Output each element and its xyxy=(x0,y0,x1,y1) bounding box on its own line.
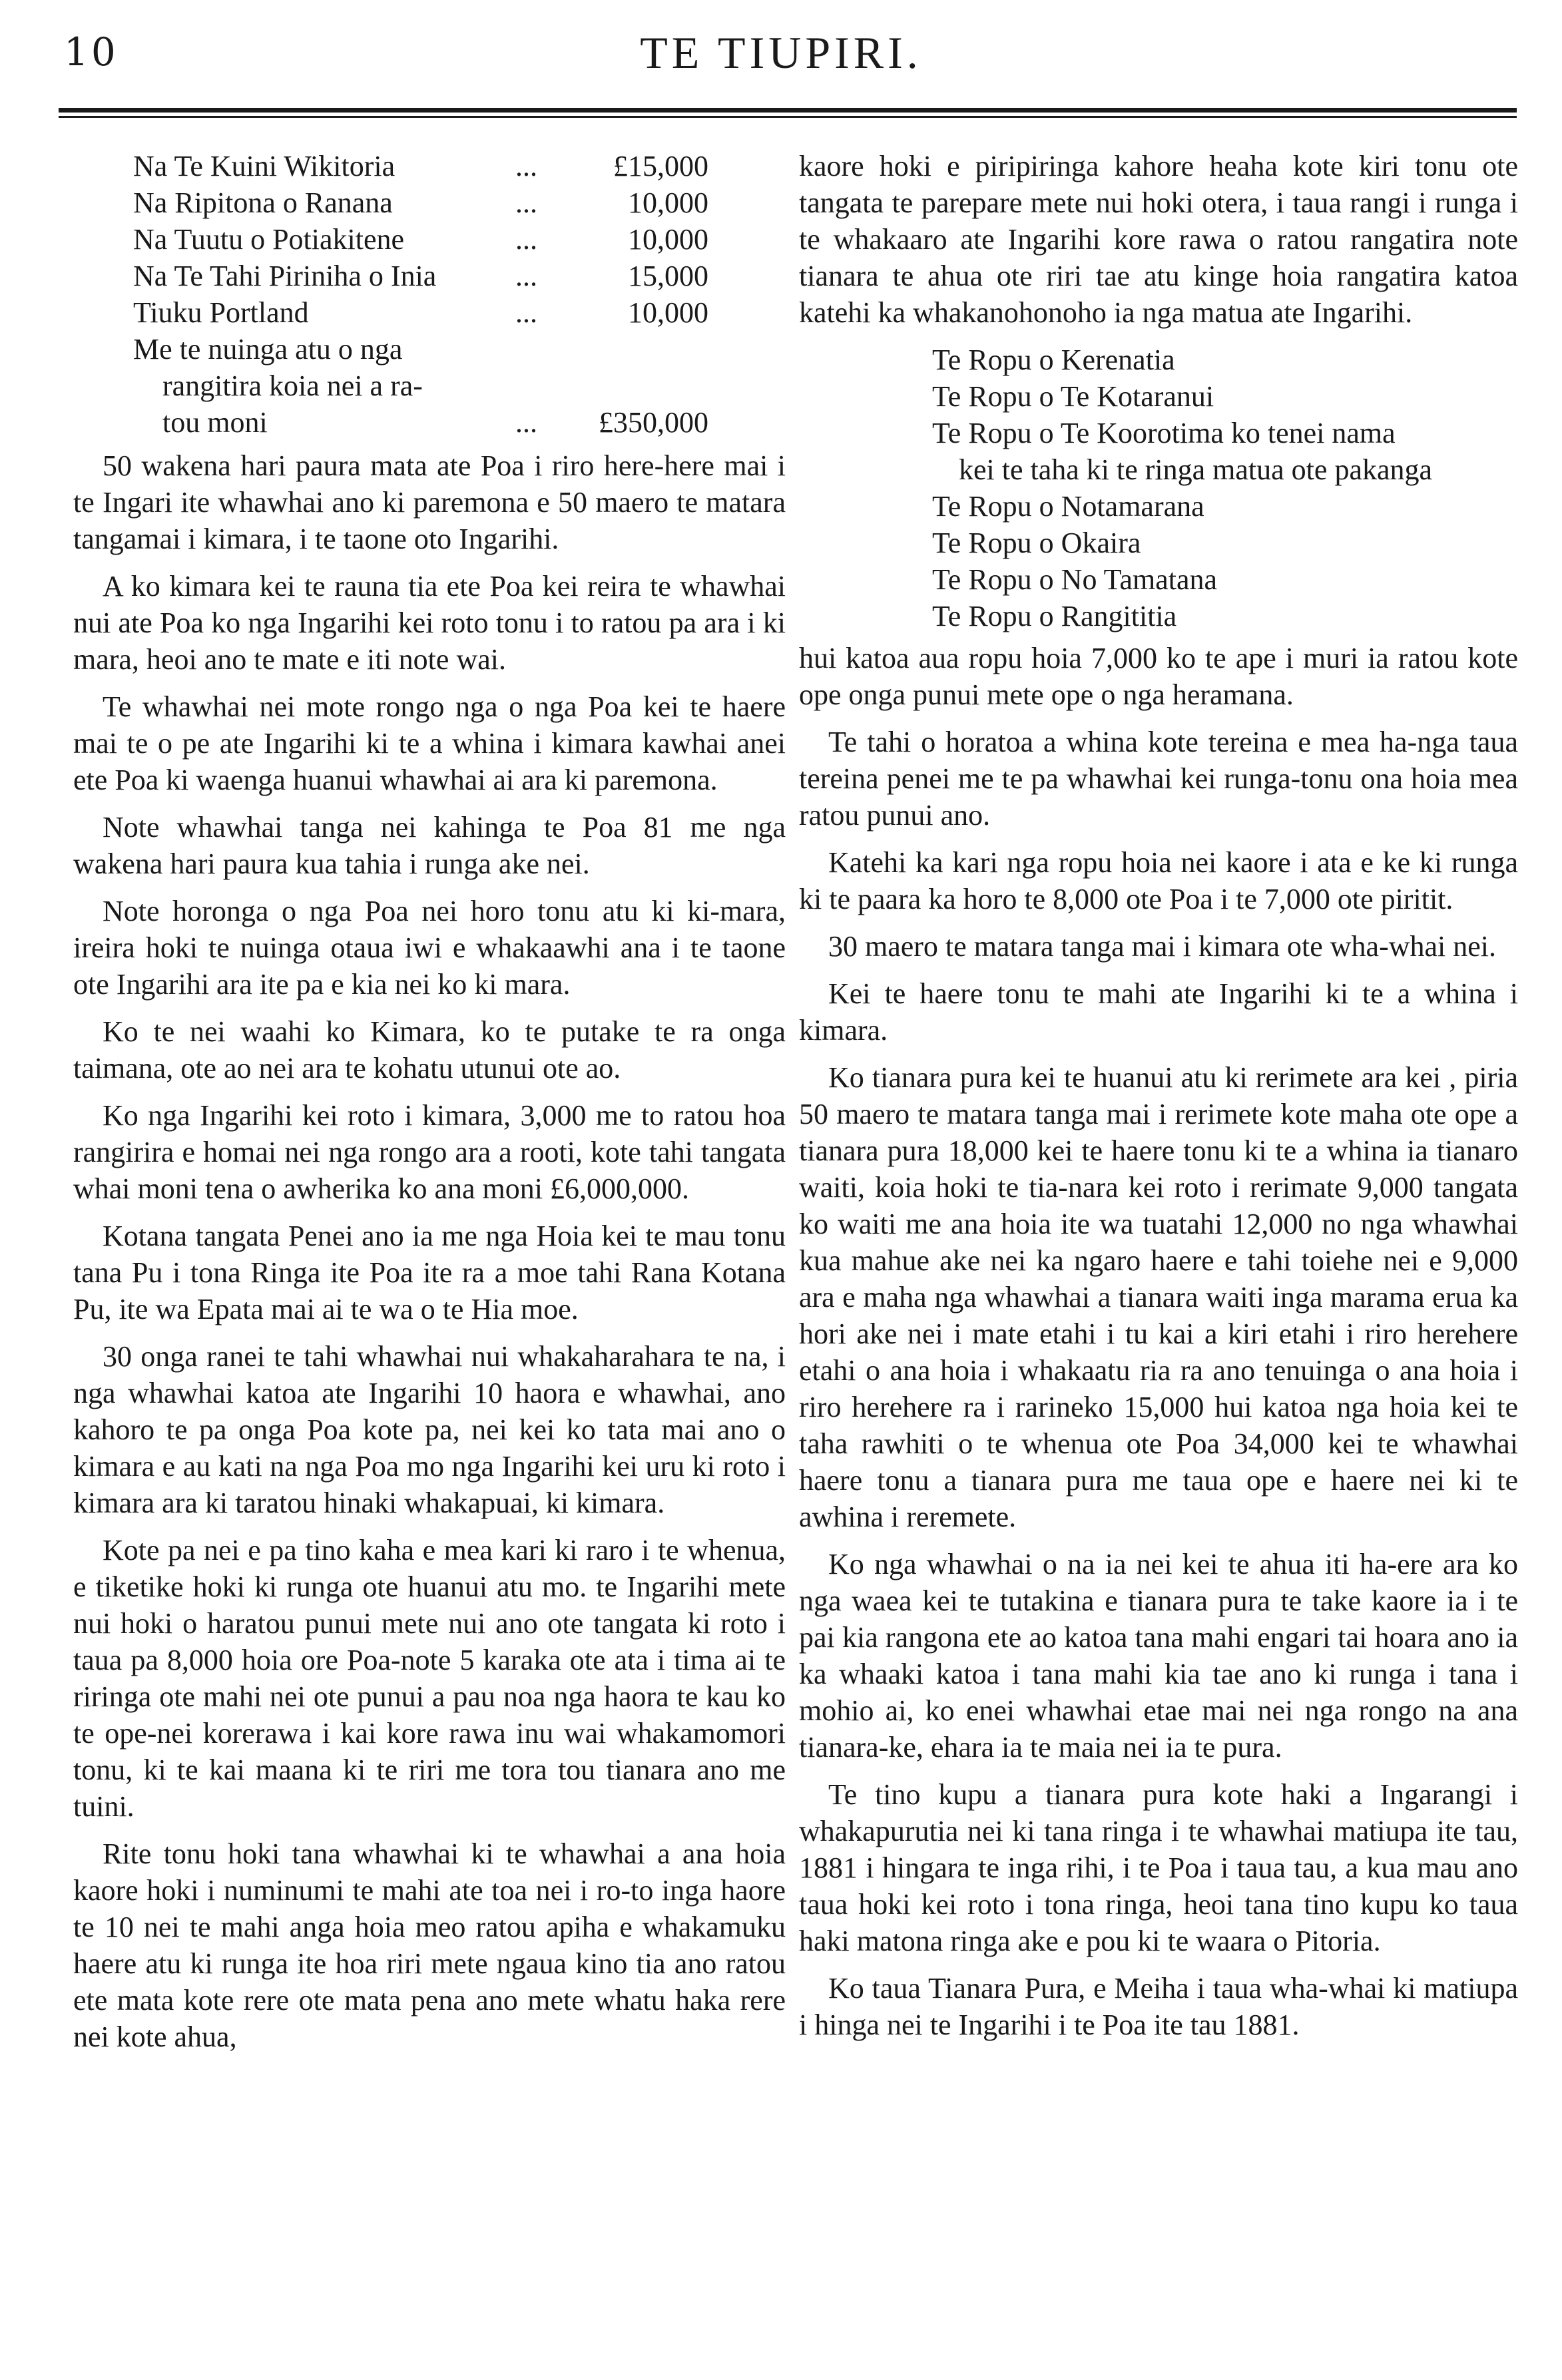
regiment-list xyxy=(799,342,1518,634)
paragraph: Note whawhai tanga nei kahinga te Poa 81 me nga wakena hari paura kua tahia i runga ake nei. xyxy=(73,811,786,880)
paragraph: Kei te haere tonu te mahi ate Ingarihi ki te a whina i kimara. xyxy=(799,977,1518,1047)
table-row: Na Te Tahi Piriniha o Inia ... 15,000 xyxy=(133,260,708,292)
paragraph: 30 onga ranei te tahi whawhai nui whakaharahara te na, i nga whawhai katoa ate Ingarihi 10 haora e whawhai, ano kahoro te pa onga Poa kote pa, nei kei ko tata mai ano o kimara e au kati na nga Poa mo nga Ingarihi kei uru ki roto i kimara ara ki taratou hinaki whakapuai, ki kimara. xyxy=(73,1340,786,1519)
list-item: Te Ropu o Okaira xyxy=(932,527,1141,559)
left-column xyxy=(73,148,786,2066)
paragraph: Kotana tangata Penei ano ia me nga Hoia kei te mau tonu tana Pu i tona Ringa ite Poa ite ra a moe tahi Rana Kotana Pu, ite wa Epata mai ai te wa o te Hia moe. xyxy=(73,1220,786,1325)
table-row: Tiuku Portland ... 10,000 xyxy=(133,296,708,329)
paragraph: Katehi ka kari nga ropu hoia nei kaore i ata e ke ki runga ki te paara ka horo te 8,000 ote Poa i te 7,000 ote piritit. xyxy=(799,846,1518,915)
paragraph: hui katoa aua ropu hoia 7,000 ko te ape i muri ia ratou kote ope onga punui mete ope o nga heramana. xyxy=(799,642,1518,711)
header-rule-thin xyxy=(59,116,1517,118)
paragraph: Ko nga Ingarihi kei roto i kimara, 3,000 me to ratou hoa rangirira e homai nei nga rongo ara a rooti, kote tahi tangata whai moni tena o awherika ko ana moni £6,000,000. xyxy=(73,1099,786,1205)
list-item: Te Ropu o No Tamatana xyxy=(932,563,1218,596)
header-rule-thick xyxy=(59,108,1517,113)
paragraph: Te tahi o horatoa a whina kote tereina e mea ha-nga taua tereina penei me te pa whawhai kei runga-tonu ona hoia mea ratou punui ano. xyxy=(799,726,1518,832)
table-row: Na Ripitona o Ranana ... 10,000 xyxy=(133,186,708,219)
paragraph: Te whawhai nei mote rongo nga o nga Poa kei te haere mai te o pe ate Ingarihi ki te a whina i kimara kawhai anei ete Poa ki waenga huanui whawhai ai ara ki paremona. xyxy=(73,690,786,796)
list-item: Te Ropu o Notamarana xyxy=(932,490,1204,523)
table-row: Na Tuutu o Potiakitene ... 10,000 xyxy=(133,223,708,256)
paragraph: Ko taua Tianara Pura, e Meiha i taua wha-whai ki matiupa i hinga nei te Ingarihi i te Poa ite tau 1881. xyxy=(799,1972,1518,2041)
list-item: Te Ropu o Rangititia xyxy=(932,600,1177,632)
page-header xyxy=(0,0,1562,100)
page-title: TE TIUPIRI. xyxy=(640,27,922,78)
paragraph: 50 wakena hari paura mata ate Poa i riro here-here mai i te Ingari ite whawhai ano ki paremona e 50 maero te matara tangamai i kimara, i te taone oto Ingarihi. xyxy=(73,449,786,555)
paragraph-continued: kaore hoki e piripiringa kahore heaha kote kiri tonu ote tangata te parepare mete nui hoki otera, i taua rangi i runga i te whakaaro ate Ingarihi kore rawa o ratou rangatira note tianara te ahua ote riri tae atu kinge hoia rangatira katoa katehi ka whakanohonoho ia nga matua ate Ingarihi. xyxy=(799,150,1518,329)
table-row: rangitira koia nei a ra- xyxy=(162,369,423,402)
paragraph: Ko nga whawhai o na ia nei kei te ahua iti ha-ere ara ko nga waea kei te tutakina e tianara pura te take kaore ia i te pai kia rangona ete ao katoa tana mahi engari tai hoara ano ia ka whaaki katoa i tana mahi kia tae ano ki runga i tana i mohio ai, ko enei whawhai etae mai nei nga rongo na ana tianara-ke, ehara ia te maia nei ia te pura. xyxy=(799,1548,1518,1764)
paragraph: Kote pa nei e pa tino kaha e mea kari ki raro i te whenua, e tiketike hoki ki runga ote huanui atu mo. te Ingarihi mete nui hoki o haratou punui mete nui ano ote tangata ki roto i taua pa 8,000 hoia ore Poa-note 5 karaka ote ata i tima ai te riringa ote mahi nei ote punui a pau noa nga haora te kau ko te ope-nei korerawa i kai kore rawa inu wai whakamomori tonu, ki te kai maana ki te riri me tora tou tianara ano me tuini. xyxy=(73,1534,786,1823)
paragraph: Ko te nei waahi ko Kimara, ko te putake te ra onga taimana, ote ao nei ara te kohatu utunui ote ao. xyxy=(73,1015,786,1084)
right-column xyxy=(799,148,1518,2054)
table-row: Me te nuinga atu o nga xyxy=(133,333,403,365)
paragraph: Note horonga o nga Poa nei horo tonu atu ki ki-mara, ireira hoki te nuinga otaua iwi e whakaawhi ana i te taone ote Ingarihi ara ite pa e kia nei ko ki mara. xyxy=(73,895,786,1001)
table-row: Na Te Kuini Wikitoria ... £15,000 xyxy=(133,150,708,182)
table-row-total: tou moni ... £350,000 xyxy=(162,406,708,439)
paragraph: 30 maero te matara tanga mai i kimara ote wha-whai nei. xyxy=(828,930,1497,963)
list-item: kei te taha ki te ringa matua ote pakanga xyxy=(959,453,1433,486)
list-item: Te Ropu o Te Kotaranui xyxy=(932,380,1214,413)
paragraph: A ko kimara kei te rauna tia ete Poa kei reira te whawhai nui ate Poa ko nga Ingarihi kei roto tonu i to ratou pa ara i ki mara, heoi ano te mate e iti note wai. xyxy=(73,570,786,676)
paragraph: Te tino kupu a tianara pura kote haki a Ingarangi i whakapurutia nei ki tana ringa i te whawhai matiupa ite tau, 1881 i hingara te inga rihi, i te Poa i taua tau, a kua mau ano taua hoki kei roto i tona ringa, heoi tana tino kupu ko taua haki matona ringa ake e pou ki te waara o Pitoria. xyxy=(799,1778,1518,1957)
donation-table xyxy=(133,148,708,441)
page-number: 10 xyxy=(64,29,119,75)
paragraph: Ko tianara pura kei te huanui atu ki rerimete ara kei , piria 50 maero te matara tanga mai i rerimete kote maha ote ope a tianara pura 18,000 kei te haere tonu ki te a whina ia tianaro waiti, koia hoki te tia-nara kei roto i rerimate 9,000 tangata ko waiti me ana hoia ite wa tuatahi 12,000 no nga whawhai kua mahue ake nei ka ngaro haere e tahi toiehe nei e 9,000 ara e maha nga whawhai a tianara waiti inga marama erua ka hori ake nei i mate etahi i tu kai a kiri etahi i riro herehere etahi o ana hoia i whakaatu ria ra ano tenuinga o ana hoia i riro herehere ra i rarineko 15,000 hui katoa nga hoia kei te taha rawhiti o te whenua ote Poa 34,000 kei te whawhai haere tonu a tianara pura me taua ope e haere nei ki te awhina i reremete. xyxy=(799,1061,1518,1533)
list-item: Te Ropu o Te Koorotima ko tenei nama xyxy=(932,417,1396,449)
list-item: Te Ropu o Kerenatia xyxy=(932,344,1175,376)
paragraph: Rite tonu hoki tana whawhai ki te whawhai a ana hoia kaore hoki i numinumi te mahi ate toa nei i ro-to inga haore te 10 nei te mahi anga hoia meo ratou apiha e whakamuku haere atu ki runga ite hoa riri mete ngaua kino tia ano ratou ete mata kote rere ote mata pena ano mete whatu haka rere nei kote ahua, xyxy=(73,1837,786,2053)
